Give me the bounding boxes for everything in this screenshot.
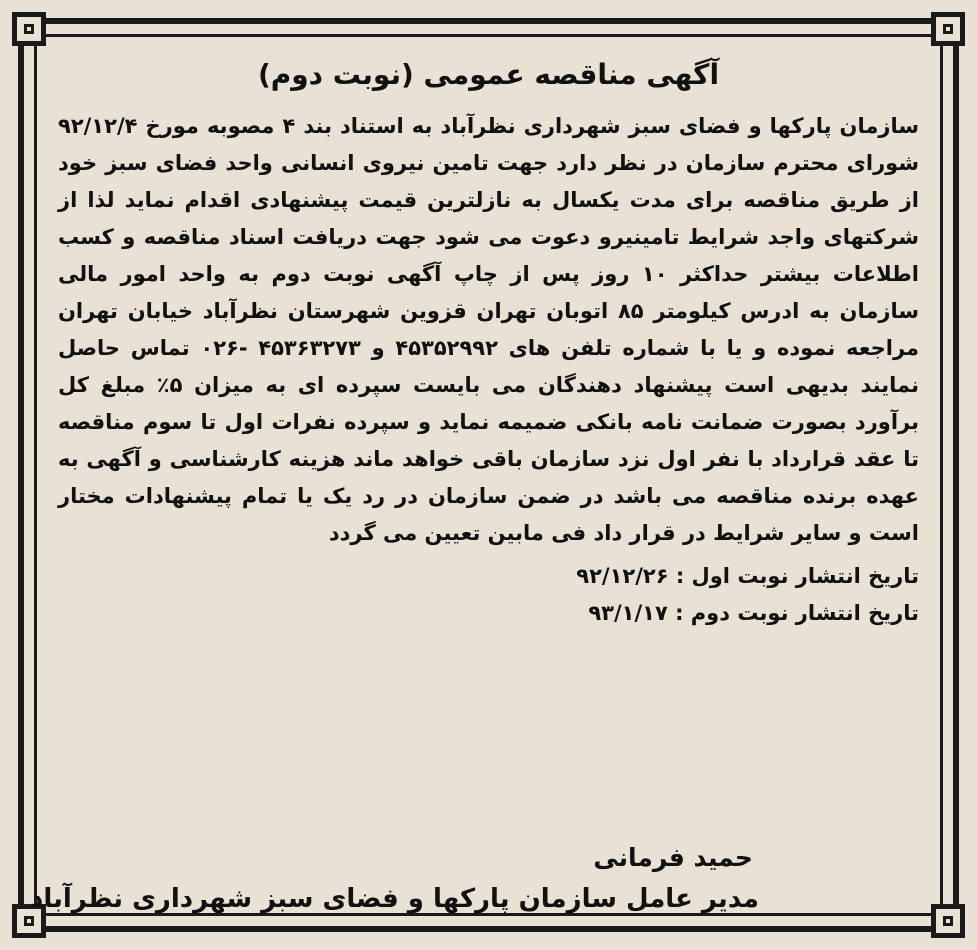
signature-block (30, 838, 759, 920)
corner-ornament (931, 904, 965, 938)
notice-body: سازمان پارکها و فضای سبز شهرداری نظرآباد به استناد بند ۴ مصوبه مورخ ۹۲/۱۲/۴ شورای محترم سازمان در نظر دارد جهت تامین نیروی انسانی واحد فضای سبز خود از طریق مناقصه برای مدت یکسال به نازلترین قیمت پیشنهادی اقدام نماید لذا از شرکتهای واجد شرایط تامینیرو دعوت می شود جهت دریافت اسناد مناقصه و کسب اطلاعات بیشتر حداکثر ۱۰ روز پس از چاپ آگهی نوبت دوم به واحد امور مالی سازمان به ادرس کیلومتر ۸۵ اتوبان تهران قزوین شهرستان نظرآباد خیابان تهران مراجعه نموده و یا با شماره تلفن های ۴۵۳۵۲۹۹۲ و ۴۵۳۶۳۲۷۳ -۰۲۶ تماس حاصل نمایند بدیهی است پیشنهاد دهندگان می بایست سپرده ای به میزان ۵٪ مبلغ کل برآورد بصورت ضمانت نامه بانکی ضمیمه نماید و سپرده نفرات اول تا سوم مناقصه تا عقد قرارداد با نفر اول نزد سازمان باقی خواهد ماند هزینه کارشناسی و آگهی به عهده برنده مناقصه می باشد در ضمن سازمان در رد یک یا تمام پیشنهادات مختار است و سایر شرایط در قرار داد فی مابین تعیین می گردد (58, 113, 920, 545)
notice-content (58, 52, 919, 898)
corner-ornament (931, 12, 965, 46)
second-publication-date: تاریخ انتشار نوبت دوم : ۹۳/۱/۱۷ (588, 600, 919, 625)
signer-title: مدیر عامل سازمان پارکها و فضای سبز شهرداری نظرآباد (30, 884, 759, 914)
first-publication-date: تاریخ انتشار نوبت اول : ۹۲/۱۲/۲۶ (576, 563, 919, 588)
notice-title: آگهی مناقصه عمومی (نوبت دوم) (257, 58, 720, 91)
signer-name: حمید فرمانی (593, 843, 753, 872)
corner-ornament (12, 12, 46, 46)
publication-dates (58, 558, 919, 632)
